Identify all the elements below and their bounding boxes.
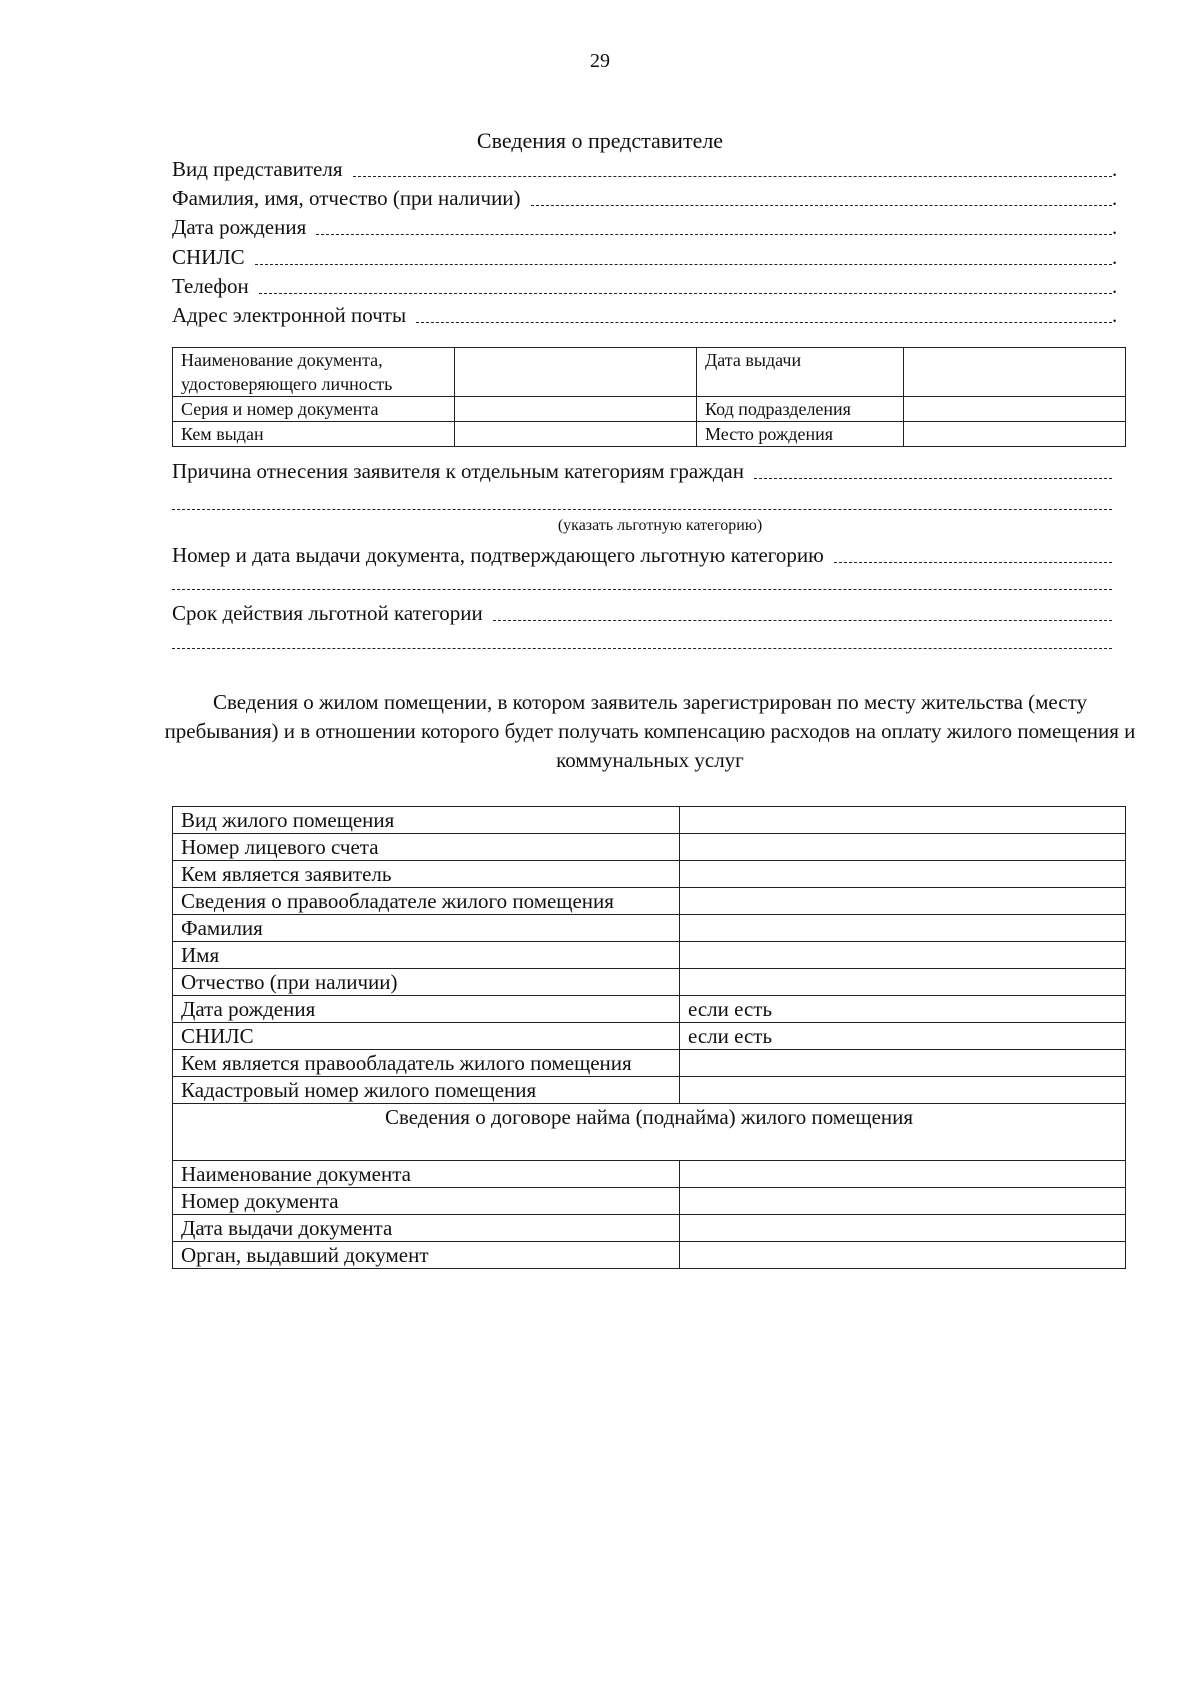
row-value[interactable] [680,942,1126,969]
category-term-field[interactable] [172,596,1118,626]
table-row [173,1077,1126,1104]
table-row [173,1161,1126,1188]
row-label: Кем является правообладатель жилого помещения [173,1050,680,1077]
row-value[interactable]: если есть [680,996,1126,1023]
subdivision-label: Код подразделения [705,399,851,419]
row-label: СНИЛС [173,1023,680,1050]
issue-date-label: Дата выдачи [705,350,802,370]
row-value[interactable] [680,1188,1126,1215]
representative-phone-field[interactable]: Телефон . [172,274,1118,298]
table-row [173,1104,1126,1161]
category-reason-field[interactable] [172,454,1118,484]
category-hint: (указать льготную категорию) [557,517,763,534]
table-row [173,942,1126,969]
field-label: Фамилия, имя, отчество (при наличии) [172,186,521,210]
birthplace-label-cell [697,422,904,447]
table-row [173,996,1126,1023]
field-label: Телефон [172,274,249,298]
row-value[interactable] [680,807,1126,834]
field-label: Номер и дата выдачи документа, подтверждающего льготную категорию [172,543,824,567]
field-label: Дата рождения [172,215,307,239]
row-label: Сведения о правообладателе жилого помещения [173,888,680,915]
doc-name-value-cell[interactable] [455,348,697,397]
row-label: Имя [173,942,680,969]
doc-name-label: Наименование документа, удостоверяющего личность [181,350,393,394]
identity-document-table [172,347,1126,447]
issued-by-value-cell[interactable] [455,422,697,447]
housing-intro: Сведения о жилом помещении, в котором заявитель зарегистрирован по месту жительства (месту пребывания) и в отношении которого будет получать компенсацию расходов на оплату жилого помещения и коммунальных услуг [164,690,1136,772]
series-label-cell [173,397,455,422]
birthplace-label: Место рождения [705,424,834,444]
representative-section-title: Сведения о представителе [476,128,724,153]
subdivision-value-cell[interactable] [904,397,1126,422]
series-label: Серия и номер документа [181,399,379,419]
row-label: Номер лицевого счета [173,834,680,861]
table-row [173,1188,1126,1215]
issued-by-label-cell [173,422,455,447]
row-label: Кем является заявитель [173,861,680,888]
category-reason-line[interactable] [172,509,1112,510]
row-value[interactable] [680,861,1126,888]
issue-date-value-cell[interactable] [904,348,1126,397]
contract-section-title: Сведения о договоре найма (поднайма) жилого помещения [173,1104,1126,1161]
category-document-field[interactable] [172,538,1118,568]
table-row [173,807,1126,834]
row-value[interactable] [680,888,1126,915]
row-label: Наименование документа [173,1161,680,1188]
field-label: СНИЛС [172,245,245,269]
row-value[interactable] [680,1077,1126,1104]
row-value[interactable] [680,1242,1126,1269]
birthplace-value-cell[interactable] [904,422,1126,447]
row-value[interactable] [680,1050,1126,1077]
row-label: Фамилия [173,915,680,942]
field-label: Вид представителя [172,157,343,181]
row-value[interactable]: если есть [680,1023,1126,1050]
subdivision-label-cell [697,397,904,422]
table-row [173,1215,1126,1242]
table-row [173,969,1126,996]
series-value-cell[interactable] [455,397,697,422]
row-label: Дата выдачи документа [173,1215,680,1242]
field-label: Адрес электронной почты [172,303,407,327]
issued-by-label: Кем выдан [181,424,264,444]
category-term-line[interactable] [172,648,1112,649]
row-label: Номер документа [173,1188,680,1215]
representative-email-field[interactable]: Адрес электронной почты . [172,303,1118,327]
table-row [173,1242,1126,1269]
table-row [173,1023,1126,1050]
table-row [173,834,1126,861]
row-label: Орган, выдавший документ [173,1242,680,1269]
row-label: Кадастровый номер жилого помещения [173,1077,680,1104]
row-value[interactable] [680,915,1126,942]
field-label: Причина отнесения заявителя к отдельным категориям граждан [172,459,744,483]
representative-fullname-field[interactable]: Фамилия, имя, отчество (при наличии) . [172,186,1118,210]
table-row [173,915,1126,942]
issue-date-label-cell [697,348,904,397]
table-row [173,861,1126,888]
representative-type-field[interactable]: Вид представителя . [172,157,1118,181]
page-number: 29 [590,50,610,72]
row-label: Вид жилого помещения [173,807,680,834]
row-value[interactable] [680,1161,1126,1188]
row-label: Дата рождения [173,996,680,1023]
representative-birthdate-field[interactable]: Дата рождения . [172,215,1118,239]
representative-snils-field[interactable]: СНИЛС . [172,245,1118,269]
field-label: Срок действия льготной категории [172,601,483,625]
row-value[interactable] [680,1215,1126,1242]
row-value[interactable] [680,969,1126,996]
row-value[interactable] [680,834,1126,861]
table-row [173,888,1126,915]
doc-name-label-cell [173,348,455,397]
category-document-line[interactable] [172,589,1112,590]
housing-table [172,806,1126,1269]
table-row [173,1050,1126,1077]
row-label: Отчество (при наличии) [173,969,680,996]
